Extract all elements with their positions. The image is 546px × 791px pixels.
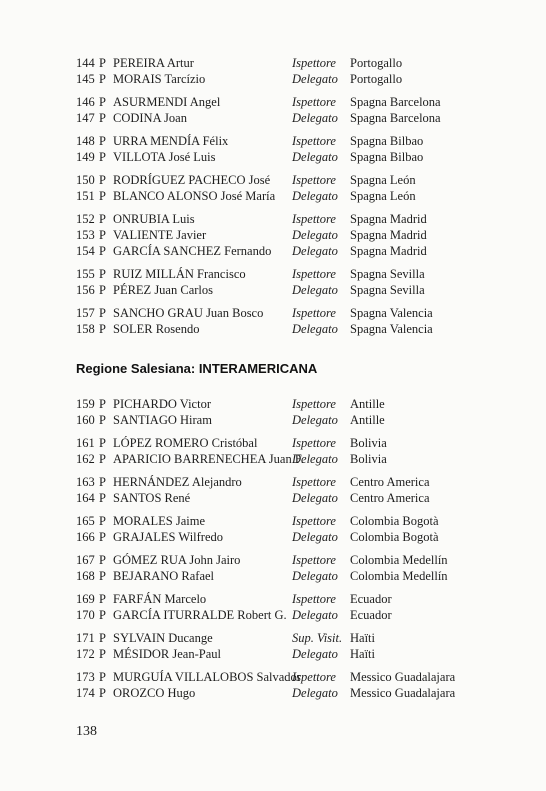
entry-name: ASURMENDI Angel xyxy=(113,95,221,109)
entry-class: P xyxy=(99,150,106,164)
entry-location: Ecuador xyxy=(350,608,392,622)
entry-name: GARCÍA ITURRALDE Robert G. xyxy=(113,608,287,622)
entry-location: Portogallo xyxy=(350,56,403,70)
entry-row xyxy=(76,227,496,243)
entry-row xyxy=(76,172,496,188)
entry-name: PEREIRA Artur xyxy=(113,56,194,70)
entry-location: Colombia Medellín xyxy=(350,569,448,583)
entry-number: 167 xyxy=(76,553,95,567)
entry-role: Ispettore xyxy=(292,397,336,411)
entry-class: P xyxy=(99,244,106,258)
entry-number: 159 xyxy=(76,397,95,411)
entry-name: LÓPEZ ROMERO Cristóbal xyxy=(113,436,258,450)
entry-row xyxy=(76,396,496,412)
entry-class: P xyxy=(99,631,106,645)
entry-name: GRAJALES Wilfredo xyxy=(113,530,224,544)
entry-class: P xyxy=(99,228,106,242)
entry-role: Ispettore xyxy=(292,212,336,226)
entry-row xyxy=(76,266,496,282)
entry-number: 156 xyxy=(76,283,95,297)
entry-number: 163 xyxy=(76,475,95,489)
entry-group xyxy=(76,591,496,623)
delegates-list-interamericana xyxy=(76,396,496,708)
entry-number: 164 xyxy=(76,491,95,505)
entry-number: 146 xyxy=(76,95,95,109)
entry-group xyxy=(76,172,496,204)
entry-name: URRA MENDÍA Félix xyxy=(113,134,229,148)
entry-class: P xyxy=(99,436,106,450)
entry-role: Ispettore xyxy=(292,592,336,606)
entry-location: Spagna León xyxy=(350,173,416,187)
entry-location: Haïti xyxy=(350,647,375,661)
entry-location: Spagna Barcelona xyxy=(350,111,441,125)
entry-name: SYLVAIN Ducange xyxy=(113,631,213,645)
entry-class: P xyxy=(99,491,106,505)
entry-row xyxy=(76,669,496,685)
entry-class: P xyxy=(99,514,106,528)
entry-class: P xyxy=(99,212,106,226)
entry-group xyxy=(76,266,496,298)
entry-role: Delegato xyxy=(292,686,338,700)
entry-row xyxy=(76,474,496,490)
entry-name: PICHARDO Victor xyxy=(113,397,211,411)
entry-role: Delegato xyxy=(292,189,338,203)
entry-row xyxy=(76,568,496,584)
entry-role: Ispettore xyxy=(292,514,336,528)
entry-location: Spagna Madrid xyxy=(350,212,427,226)
entry-row xyxy=(76,435,496,451)
entry-class: P xyxy=(99,189,106,203)
entry-class: P xyxy=(99,413,106,427)
entry-location: Bolivia xyxy=(350,452,387,466)
entry-number: 148 xyxy=(76,134,95,148)
entry-location: Centro America xyxy=(350,475,430,489)
entry-class: P xyxy=(99,686,106,700)
entry-name: MORALES Jaime xyxy=(113,514,206,528)
entry-number: 162 xyxy=(76,452,95,466)
entry-role: Delegato xyxy=(292,283,338,297)
page-number: 138 xyxy=(76,724,97,739)
entry-row xyxy=(76,94,496,110)
delegates-list-europe xyxy=(76,55,496,344)
entry-name: MÉSIDOR Jean-Paul xyxy=(113,647,221,661)
entry-number: 158 xyxy=(76,322,95,336)
entry-location: Centro America xyxy=(350,491,430,505)
entry-role: Delegato xyxy=(292,647,338,661)
entry-number: 155 xyxy=(76,267,95,281)
entry-class: P xyxy=(99,670,106,684)
entry-location: Colombia Bogotà xyxy=(350,514,439,528)
entry-row xyxy=(76,55,496,71)
entry-name: HERNÁNDEZ Alejandro xyxy=(113,475,242,489)
entry-name: GARCÍA SANCHEZ Fernando xyxy=(113,244,272,258)
entry-class: P xyxy=(99,553,106,567)
entry-class: P xyxy=(99,592,106,606)
entry-name: SANTIAGO Hiram xyxy=(113,413,212,427)
entry-location: Messico Guadalajara xyxy=(350,670,456,684)
entry-name: VILLOTA José Luis xyxy=(113,150,216,164)
entry-number: 153 xyxy=(76,228,95,242)
entry-location: Spagna León xyxy=(350,189,416,203)
entry-class: P xyxy=(99,452,106,466)
entry-row xyxy=(76,607,496,623)
entry-class: P xyxy=(99,267,106,281)
entry-role: Ispettore xyxy=(292,436,336,450)
entry-name: OROZCO Hugo xyxy=(113,686,196,700)
entry-location: Portogallo xyxy=(350,72,403,86)
entry-class: P xyxy=(99,72,106,86)
entry-class: P xyxy=(99,95,106,109)
entry-role: Ispettore xyxy=(292,134,336,148)
entry-location: Colombia Medellín xyxy=(350,553,448,567)
entry-location: Colombia Bogotà xyxy=(350,530,439,544)
entry-number: 151 xyxy=(76,189,95,203)
entry-role: Ispettore xyxy=(292,670,336,684)
entry-number: 161 xyxy=(76,436,95,450)
entry-row xyxy=(76,490,496,506)
entry-location: Spagna Barcelona xyxy=(350,95,441,109)
entry-group xyxy=(76,211,496,259)
entry-number: 171 xyxy=(76,631,95,645)
entry-number: 174 xyxy=(76,686,95,700)
entry-name: SANTOS René xyxy=(113,491,191,505)
entry-number: 169 xyxy=(76,592,95,606)
entry-name: PÉREZ Juan Carlos xyxy=(113,283,213,297)
entry-row xyxy=(76,685,496,701)
entry-name: SANCHO GRAU Juan Bosco xyxy=(113,306,264,320)
entry-role: Ispettore xyxy=(292,95,336,109)
entry-number: 166 xyxy=(76,530,95,544)
entry-location: Spagna Sevilla xyxy=(350,283,425,297)
region-heading: Regione Salesiana: INTERAMERICANA xyxy=(76,361,318,376)
entry-row xyxy=(76,630,496,646)
entry-row xyxy=(76,282,496,298)
entry-role: Delegato xyxy=(292,322,338,336)
entry-name: CODINA Joan xyxy=(113,111,187,125)
entry-number: 147 xyxy=(76,111,95,125)
entry-role: Delegato xyxy=(292,72,338,86)
entry-role: Ispettore xyxy=(292,267,336,281)
entry-group xyxy=(76,435,496,467)
entry-role: Delegato xyxy=(292,244,338,258)
entry-number: 173 xyxy=(76,670,95,684)
entry-role: Ispettore xyxy=(292,173,336,187)
entry-class: P xyxy=(99,173,106,187)
entry-group xyxy=(76,474,496,506)
entry-role: Delegato xyxy=(292,452,338,466)
entry-class: P xyxy=(99,397,106,411)
entry-location: Haïti xyxy=(350,631,375,645)
entry-row xyxy=(76,451,496,467)
entry-name: GÓMEZ RUA John Jairo xyxy=(113,553,241,567)
entry-number: 168 xyxy=(76,569,95,583)
entry-group xyxy=(76,396,496,428)
entry-class: P xyxy=(99,111,106,125)
entry-role: Delegato xyxy=(292,413,338,427)
entry-row xyxy=(76,591,496,607)
entry-row xyxy=(76,188,496,204)
entry-group xyxy=(76,552,496,584)
entry-class: P xyxy=(99,322,106,336)
entry-location: Bolivia xyxy=(350,436,387,450)
entry-location: Messico Guadalajara xyxy=(350,686,456,700)
entry-role: Delegato xyxy=(292,111,338,125)
entry-group xyxy=(76,513,496,545)
entry-row xyxy=(76,243,496,259)
entry-class: P xyxy=(99,530,106,544)
entry-class: P xyxy=(99,56,106,70)
entry-role: Delegato xyxy=(292,491,338,505)
entry-row xyxy=(76,133,496,149)
entry-name: MURGUÍA VILLALOBOS Salvador xyxy=(113,670,301,684)
entry-name: FARFÁN Marcelo xyxy=(113,592,207,606)
entry-location: Spagna Sevilla xyxy=(350,267,425,281)
entry-role: Ispettore xyxy=(292,475,336,489)
entry-row xyxy=(76,412,496,428)
entry-group xyxy=(76,133,496,165)
entry-row xyxy=(76,552,496,568)
entry-number: 149 xyxy=(76,150,95,164)
entry-role: Delegato xyxy=(292,228,338,242)
entry-location: Spagna Bilbao xyxy=(350,134,424,148)
entry-row xyxy=(76,305,496,321)
entry-class: P xyxy=(99,306,106,320)
entry-number: 160 xyxy=(76,413,95,427)
entry-class: P xyxy=(99,647,106,661)
entry-row xyxy=(76,321,496,337)
entry-class: P xyxy=(99,283,106,297)
entry-row xyxy=(76,646,496,662)
entry-name: BEJARANO Rafael xyxy=(113,569,215,583)
entry-location: Antille xyxy=(350,413,385,427)
entry-group xyxy=(76,94,496,126)
entry-location: Spagna Madrid xyxy=(350,244,427,258)
entry-name: BLANCO ALONSO José María xyxy=(113,189,276,203)
entry-row xyxy=(76,513,496,529)
entry-name: RODRÍGUEZ PACHECO José xyxy=(113,173,271,187)
entry-row xyxy=(76,211,496,227)
entry-number: 145 xyxy=(76,72,95,86)
entry-name: MORAIS Tarcízio xyxy=(113,72,206,86)
entry-role: Ispettore xyxy=(292,553,336,567)
entry-role: Ispettore xyxy=(292,56,336,70)
entry-role: Delegato xyxy=(292,608,338,622)
entry-class: P xyxy=(99,134,106,148)
entry-number: 154 xyxy=(76,244,95,258)
entry-location: Spagna Valencia xyxy=(350,322,433,336)
entry-row xyxy=(76,110,496,126)
entry-row xyxy=(76,149,496,165)
entry-number: 165 xyxy=(76,514,95,528)
entry-group xyxy=(76,630,496,662)
entry-number: 157 xyxy=(76,306,95,320)
entry-number: 170 xyxy=(76,608,95,622)
entry-location: Ecuador xyxy=(350,592,392,606)
entry-location: Spagna Valencia xyxy=(350,306,433,320)
entry-class: P xyxy=(99,475,106,489)
entry-number: 144 xyxy=(76,56,95,70)
entry-class: P xyxy=(99,608,106,622)
entry-role: Delegato xyxy=(292,569,338,583)
entry-name: APARICIO BARRENECHEA Juan F. xyxy=(113,452,304,466)
entry-location: Spagna Bilbao xyxy=(350,150,424,164)
entry-name: SOLER Rosendo xyxy=(113,322,200,336)
entry-role: Ispettore xyxy=(292,306,336,320)
entry-group xyxy=(76,55,496,87)
entry-role: Delegato xyxy=(292,530,338,544)
entry-name: VALIENTE Javier xyxy=(113,228,207,242)
entry-class: P xyxy=(99,569,106,583)
entry-role: Delegato xyxy=(292,150,338,164)
entry-group xyxy=(76,669,496,701)
entry-row xyxy=(76,71,496,87)
entry-group xyxy=(76,305,496,337)
entry-role: Sup. Visit. xyxy=(292,631,343,645)
entry-name: ONRUBIA Luis xyxy=(113,212,195,226)
entry-number: 150 xyxy=(76,173,95,187)
entry-location: Antille xyxy=(350,397,385,411)
entry-number: 152 xyxy=(76,212,95,226)
entry-number: 172 xyxy=(76,647,95,661)
entry-row xyxy=(76,529,496,545)
entry-name: RUIZ MILLÁN Francisco xyxy=(113,267,246,281)
entry-location: Spagna Madrid xyxy=(350,228,427,242)
